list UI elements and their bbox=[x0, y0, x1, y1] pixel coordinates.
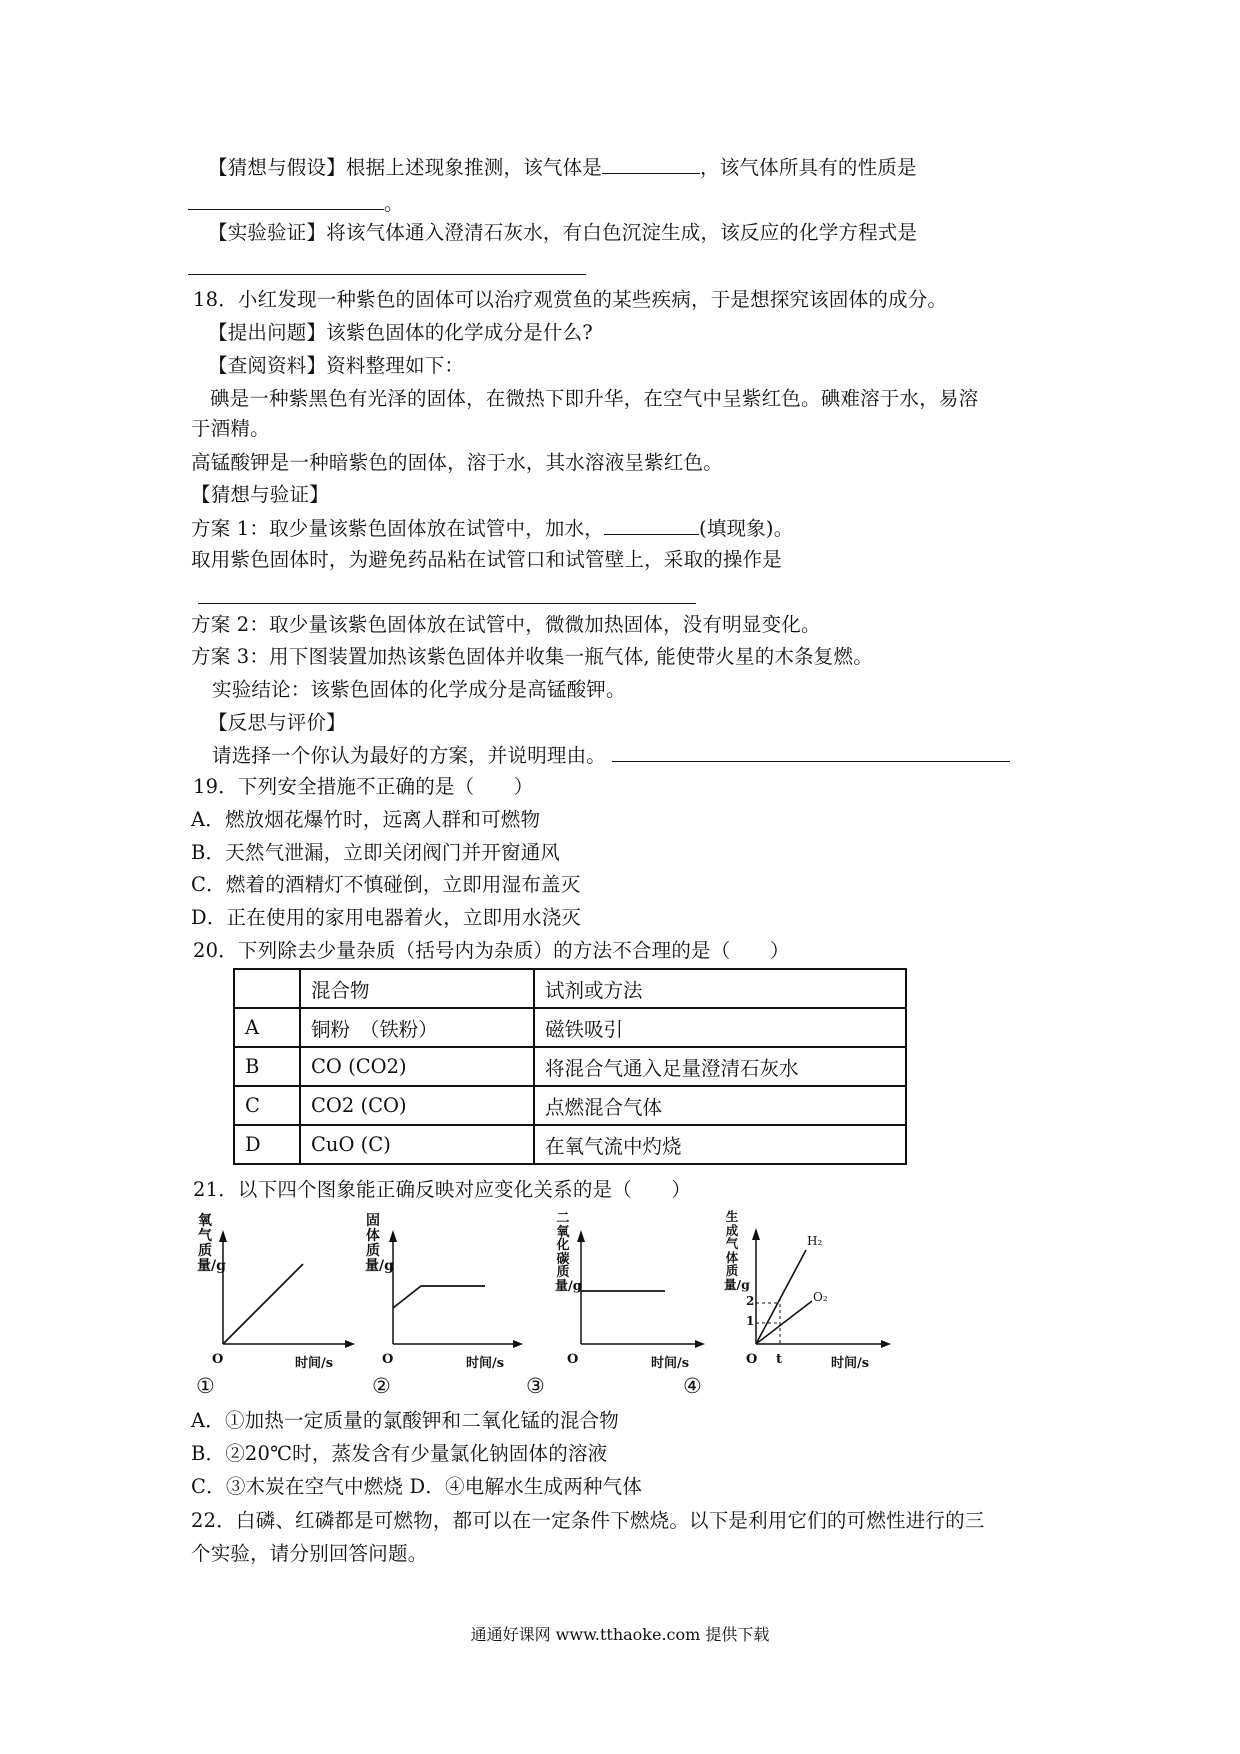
q21-option-b: B．②20℃时，蒸发含有少量氯化钠固体的溶液 bbox=[191, 1442, 608, 1465]
graph-3-plot bbox=[555, 1210, 715, 1370]
q18-plan2: 方案 2：取少量该紫色固体放在试管中，微微加热固体，没有明显变化。 bbox=[191, 613, 821, 636]
graph-2-origin: O bbox=[382, 1352, 394, 1367]
q17-guess-mid: ，该气体所具有的性质是 bbox=[700, 156, 917, 179]
table-cell: CO2 (CO) bbox=[300, 1086, 534, 1125]
q18-stem: 18．小红发现一种紫色的固体可以治疗观赏鱼的某些疾病，于是想探究该固体的成分。 bbox=[193, 288, 948, 311]
q18-conclusion: 实验结论：该紫色固体的化学成分是高锰酸钾。 bbox=[212, 678, 626, 701]
graph-2 bbox=[363, 1210, 523, 1370]
q17-verify: 【实验验证】将该气体通入澄清石灰水，有白色沉淀生成，该反应的化学方程式是 bbox=[208, 221, 918, 244]
q19-option-a: A．燃放烟花爆竹时，远离人群和可燃物 bbox=[191, 808, 541, 831]
q17-guess-end: 。 bbox=[384, 192, 404, 215]
table-header-cell: 混合物 bbox=[300, 969, 534, 1008]
page-footer: 通通好课网 www.tthaoke.com 提供下载 bbox=[470, 1625, 770, 1644]
q18-consult: 【查阅资料】资料整理如下： bbox=[208, 354, 465, 377]
graph-4-plot bbox=[724, 1206, 894, 1370]
graph-4-tick-2: 2 bbox=[746, 1294, 755, 1308]
q19-option-c: C．燃着的酒精灯不慎碰倒，立即用湿布盖灭 bbox=[191, 873, 581, 896]
table-cell: CO (CO2) bbox=[300, 1047, 534, 1086]
answer-line[interactable] bbox=[188, 274, 586, 275]
q18-plan1-a: 方案 1：取少量该紫色固体放在试管中，加水， bbox=[191, 517, 605, 540]
table-row bbox=[234, 1047, 906, 1086]
q17-guess-line bbox=[208, 153, 917, 182]
table-cell: 磁铁吸引 bbox=[534, 1008, 906, 1047]
answer-blank[interactable] bbox=[612, 741, 1010, 762]
graph-3-xlabel: 时间/s bbox=[651, 1356, 690, 1371]
q18-choose-text: 请选择一个你认为最好的方案，并说明理由。 bbox=[212, 744, 607, 767]
graph-4-ylabel: 生成气体质量/g bbox=[724, 1209, 750, 1292]
q18-plan1-b: (填现象)。 bbox=[699, 517, 794, 540]
q18-plan1 bbox=[191, 514, 793, 543]
answer-blank[interactable] bbox=[604, 514, 699, 535]
q22-line-1: 22．白磷、红磷都是可燃物，都可以在一定条件下燃烧。以下是利用它们的可燃性进行的三 bbox=[191, 1509, 985, 1532]
graph-2-number: ② bbox=[372, 1374, 391, 1398]
answer-line[interactable] bbox=[198, 603, 696, 604]
table-cell: 在氧气流中灼烧 bbox=[534, 1125, 906, 1164]
q18-iodine-2: 于酒精。 bbox=[191, 417, 270, 440]
q20-table bbox=[233, 968, 907, 1165]
q21-stem: 21．以下四个图象能正确反映对应变化关系的是（ ） bbox=[193, 1178, 692, 1201]
table-cell: 铜粉 （铁粉） bbox=[300, 1008, 534, 1047]
table-header-row bbox=[234, 969, 906, 1008]
graph-3 bbox=[555, 1210, 715, 1370]
answer-blank[interactable] bbox=[188, 189, 384, 210]
table-row bbox=[234, 1086, 906, 1125]
table-cell: 点燃混合气体 bbox=[534, 1086, 906, 1125]
table-cell: B bbox=[234, 1047, 300, 1086]
graph-4-h2-label: H₂ bbox=[807, 1234, 823, 1248]
graph-1-line bbox=[223, 1264, 303, 1344]
graph-3-number: ③ bbox=[526, 1374, 545, 1398]
graph-2-xlabel: 时间/s bbox=[466, 1356, 505, 1371]
table-header-cell bbox=[234, 969, 300, 1008]
graph-4 bbox=[724, 1206, 894, 1370]
table-header-cell: 试剂或方法 bbox=[534, 969, 906, 1008]
q18-plan3: 方案 3：用下图装置加热该紫色固体并收集一瓶气体, 能使带火星的木条复燃。 bbox=[191, 645, 873, 668]
graph-1 bbox=[195, 1210, 355, 1370]
q17-guess-prefix: 【猜想与假设】根据上述现象推测，该气体是 bbox=[208, 156, 603, 179]
q18-guess-verify: 【猜想与验证】 bbox=[191, 483, 329, 506]
graph-1-xlabel: 时间/s bbox=[295, 1356, 334, 1371]
q18-reflect: 【反思与评价】 bbox=[208, 711, 346, 734]
q19-option-b: B．天然气泄漏，立即关闭阀门并开窗通风 bbox=[191, 841, 561, 864]
graph-1-plot bbox=[195, 1210, 355, 1370]
graph-2-ylabel: 固体质量/g bbox=[365, 1213, 394, 1274]
q17-guess-line-2 bbox=[188, 189, 404, 218]
table-row bbox=[234, 1008, 906, 1047]
graph-4-t-label: t bbox=[776, 1352, 783, 1367]
q21-option-cd: C．③木炭在空气中燃烧 D．④电解水生成两种气体 bbox=[191, 1475, 643, 1498]
graph-1-number: ① bbox=[196, 1374, 215, 1398]
q20-stem: 20．下列除去少量杂质（括号内为杂质）的方法不合理的是（ ） bbox=[193, 939, 790, 962]
graph-4-number: ④ bbox=[683, 1374, 702, 1398]
graph-4-origin: O bbox=[746, 1352, 758, 1367]
table-cell: D bbox=[234, 1125, 300, 1164]
q21-option-a: A．①加热一定质量的氯酸钾和二氧化锰的混合物 bbox=[191, 1409, 619, 1432]
q18-choose bbox=[212, 741, 1010, 770]
table-cell: 将混合气通入足量澄清石灰水 bbox=[534, 1047, 906, 1086]
graph-4-o2-label: O₂ bbox=[813, 1290, 828, 1304]
q18-question: 【提出问题】该紫色固体的化学成分是什么? bbox=[208, 321, 593, 344]
q18-take: 取用紫色固体时，为避免药品粘在试管口和试管壁上，采取的操作是 bbox=[191, 548, 783, 571]
graph-4-h2-line bbox=[756, 1250, 806, 1344]
answer-blank[interactable] bbox=[602, 153, 700, 174]
q19-option-d: D．正在使用的家用电器着火，立即用水浇灭 bbox=[191, 906, 582, 929]
graph-4-xlabel: 时间/s bbox=[831, 1356, 870, 1371]
graph-1-origin: O bbox=[212, 1352, 224, 1367]
table-cell: C bbox=[234, 1086, 300, 1125]
q19-stem: 19．下列安全措施不正确的是（ ） bbox=[193, 775, 534, 798]
table-cell: CuO (C) bbox=[300, 1125, 534, 1164]
table-row bbox=[234, 1125, 906, 1164]
q18-iodine-1: 碘是一种紫黑色有光泽的固体，在微热下即升华，在空气中呈紫红色。碘难溶于水，易溶 bbox=[210, 387, 979, 410]
graph-2-line bbox=[393, 1286, 485, 1308]
graph-3-origin: O bbox=[567, 1352, 579, 1367]
graph-2-plot bbox=[363, 1210, 523, 1370]
q18-kmno4: 高锰酸钾是一种暗紫色的固体，溶于水，其水溶液呈紫红色。 bbox=[191, 451, 723, 474]
graph-4-tick-1: 1 bbox=[746, 1314, 755, 1328]
graph-1-ylabel: 氧气质量/g bbox=[197, 1213, 226, 1274]
table-cell: A bbox=[234, 1008, 300, 1047]
graph-3-ylabel: 二氧化碳质量/g bbox=[555, 1211, 582, 1294]
q22-line-2: 个实验，请分别回答问题。 bbox=[191, 1542, 428, 1565]
